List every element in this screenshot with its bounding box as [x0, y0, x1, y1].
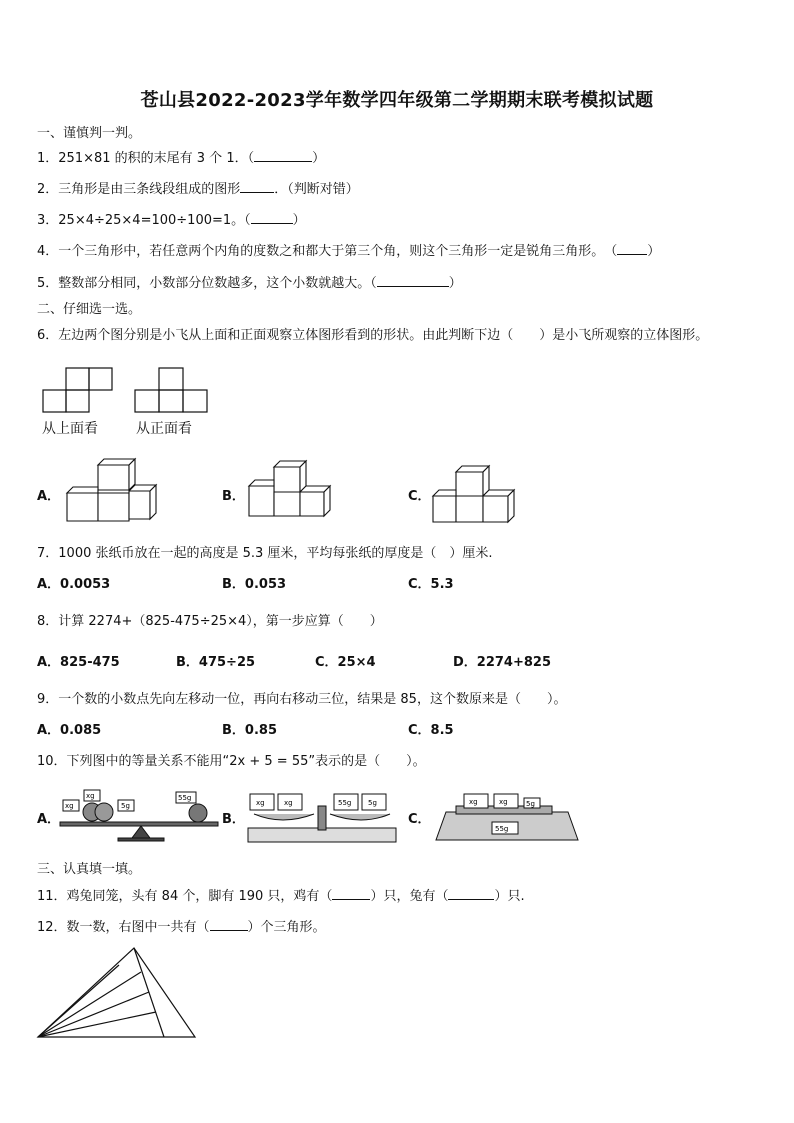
q10-option-b-scale-figure: [242, 784, 402, 846]
q6-option-c-label[interactable]: C．: [408, 489, 431, 504]
question-8-text: 8．计算 2274+（825-475÷25×4），第一步应算（ ）: [37, 614, 383, 629]
section-3-heading: 三、认真填一填。: [37, 862, 142, 877]
question-12: [37, 916, 326, 935]
top-view-caption: 从上面看: [42, 421, 98, 437]
weight-label-55g: 55g: [495, 825, 509, 833]
q6-option-b-label[interactable]: B．: [222, 489, 245, 504]
q10-option-a-label[interactable]: A．: [37, 812, 61, 827]
question-5-text: 5．整数部分相同，小数部分位数越多，这个小数就越大。（: [37, 276, 377, 291]
answer-blank[interactable]: [332, 899, 370, 900]
question-9-text: 9．一个数的小数点先向左移动一位，再向右移动三位，结果是 85，这个数原来是（ ）。: [37, 692, 567, 707]
front-view-figure: [134, 364, 224, 414]
question-11: [37, 885, 525, 904]
q8-option-a[interactable]: A．825-475: [37, 655, 120, 670]
answer-blank[interactable]: [240, 192, 274, 193]
question-2-tail: ．（判断对错）: [274, 182, 359, 197]
q8-option-c[interactable]: C．25×4: [315, 655, 376, 670]
answer-blank[interactable]: [377, 286, 449, 287]
q7-option-c[interactable]: C．5.3: [408, 577, 454, 592]
weight-label-55g: 55g: [338, 799, 352, 807]
q10-option-c-label[interactable]: C．: [408, 812, 431, 827]
question-2: [37, 178, 359, 197]
section-1-heading: 一、谨慎判一判。: [37, 126, 142, 141]
top-view-figure: [42, 364, 122, 414]
q10-option-b-label[interactable]: B．: [222, 812, 245, 827]
q6-option-a-cube-figure: [64, 458, 164, 528]
question-3-close: ）: [292, 213, 306, 228]
question-12-close: ）个三角形。: [247, 920, 326, 935]
answer-blank[interactable]: [210, 930, 248, 931]
q6-option-a-label[interactable]: A．: [37, 489, 61, 504]
front-view-caption: 从正面看: [136, 421, 192, 437]
q6-option-c-cube-figure: [430, 460, 520, 526]
question-1: [37, 147, 325, 166]
q7-option-a[interactable]: A．0.0053: [37, 577, 111, 592]
question-4: [37, 240, 660, 259]
answer-blank[interactable]: [251, 223, 293, 224]
weight-label-5g: 5g: [368, 799, 377, 807]
question-11-mid: ）只，兔有（: [370, 889, 449, 904]
q8-option-b[interactable]: B．475÷25: [176, 655, 256, 670]
weight-label-55g: 55g: [178, 794, 192, 802]
weight-label-5g: 5g: [526, 800, 535, 808]
weight-label-xg: xg: [469, 798, 478, 806]
weight-label-xg: xg: [499, 798, 508, 806]
q9-option-b[interactable]: B．0.85: [222, 723, 277, 738]
q10-option-a-seesaw-figure: [58, 786, 220, 844]
question-11-close: ）只.: [494, 889, 525, 904]
q8-option-d[interactable]: D．2274+825: [453, 655, 552, 670]
question-1-text: 1．251×81 的积的末尾有 3 个 1．（: [37, 151, 255, 166]
weight-label-xg: xg: [256, 799, 265, 807]
question-3: [37, 209, 306, 228]
answer-blank[interactable]: [617, 254, 647, 255]
q9-option-a[interactable]: A．0.085: [37, 723, 102, 738]
question-11-text: 11．鸡兔同笼，头有 84 个，脚有 190 只，鸡有（: [37, 889, 333, 904]
question-1-close: ）: [312, 151, 326, 166]
question-7-text: 7．1000 张纸币放在一起的高度是 5.3 厘米，平均每张纸的厚度是（ ）厘米.: [37, 546, 493, 561]
weight-label-xg: xg: [284, 799, 293, 807]
section-2-heading: 二、仔细选一选。: [37, 302, 142, 317]
question-5: [37, 272, 462, 291]
question-10-text: 10．下列图中的等量关系不能用“2x + 5 = 55”表示的是（ ）。: [37, 754, 426, 769]
answer-blank[interactable]: [254, 161, 312, 162]
q10-option-c-scale-figure: [432, 784, 582, 846]
q6-option-b-cube-figure: [246, 458, 336, 524]
question-5-close: ）: [448, 276, 462, 291]
answer-blank[interactable]: [448, 899, 494, 900]
question-2-text: 2．三角形是由三条线段组成的图形: [37, 182, 241, 197]
weight-label-5g: 5g: [121, 802, 130, 810]
question-4-close: ）: [647, 244, 661, 259]
q9-option-c[interactable]: C．8.5: [408, 723, 454, 738]
question-6-text: 6．左边两个图分别是小飞从上面和正面观察立体图形看到的形状。由此判断下边（ ）是小飞所观察的立体图形。: [37, 328, 709, 343]
weight-label-xg: xg: [65, 802, 74, 810]
page-title: 苍山县2022-2023学年数学四年级第二学期期末联考模拟试题: [140, 90, 654, 111]
question-3-text: 3．25×4÷25×4=100÷100=1。（: [37, 213, 251, 228]
question-4-text: 4．一个三角形中，若任意两个内角的度数之和都大于第三个角，则这个三角形一定是锐角三角形。 （: [37, 244, 618, 259]
triangle-count-figure: [36, 946, 198, 1042]
question-12-text: 12．数一数，右图中一共有（: [37, 920, 210, 935]
weight-label-xg: xg: [86, 792, 95, 800]
q7-option-b[interactable]: B．0.053: [222, 577, 287, 592]
